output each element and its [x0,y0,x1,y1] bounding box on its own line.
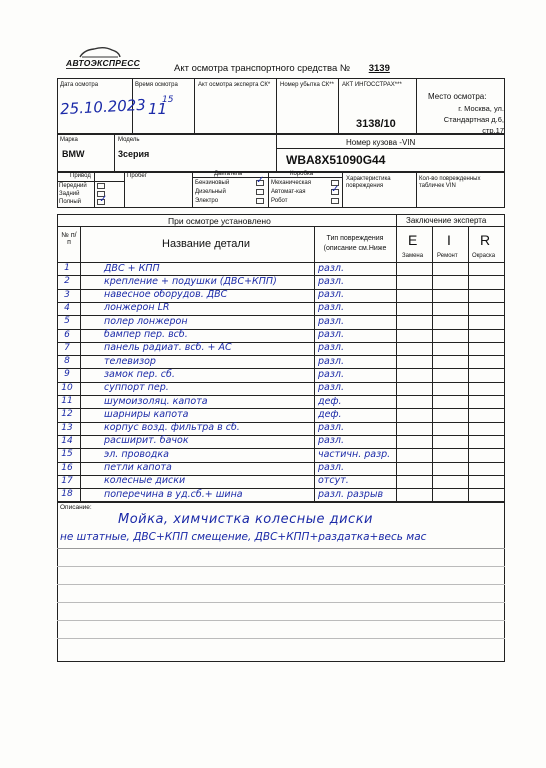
row-part-name: полер лонжерон [104,315,188,327]
row-number: 6 [64,329,70,340]
row-number: 13 [61,422,73,433]
engine-petrol: Бензиновый [195,180,230,186]
mileage-label: Пробег [127,173,147,179]
row-number: 15 [61,449,73,460]
act-number: 3139 [368,63,390,74]
row-damage-type: отсут. [318,475,349,487]
row-part-name: ДВС + КПП [104,262,160,274]
repair-header: Ремонт [437,253,458,259]
time-minutes: 15 [162,95,174,105]
row-part-name: суппорт пер. [104,382,169,394]
row-number: 11 [61,396,73,406]
loss-number-label: Номер убытка СК** [280,82,334,88]
logo-text: АВТОЭКСПРЕСС [66,58,141,68]
row-part-name: лонжерон LR [104,302,170,314]
date-value: 25.10.2023 [59,95,147,119]
row-part-name: навесное оборудов. ДВС [104,289,228,301]
drive-rear: Задний [59,191,80,197]
company-logo [64,44,141,74]
gearbox-manual: Механическая [271,180,312,186]
date-label: Дата осмотра [60,82,99,88]
row-part-name: замок пер. сб. [104,368,175,380]
row-damage-type: разл. [318,275,344,287]
ingosstrakh-value: 3138/10 [356,118,396,130]
row-part-name: шумоизоляц. капота [104,395,208,407]
row-damage-type: разл. [318,329,344,340]
row-number: 12 [61,409,73,420]
row-number: 16 [61,462,73,473]
location-label: Место осмотра: [428,92,487,101]
row-damage-type: разл. [318,422,344,434]
paint-header: Окраска [472,253,496,259]
row-number: 5 [64,316,70,327]
drive-full: Полный [59,199,81,205]
engine-diesel-checkbox[interactable] [256,189,264,195]
row-part-name: крепление + подушки (ДВС+КПП) [104,275,277,287]
engine-electric-checkbox[interactable] [256,198,264,204]
gearbox-label: Коробка [290,171,314,177]
description-line-1: Мойка, химчистка колесные диски [118,512,373,527]
row-damage-type: разл. [318,262,344,274]
row-number: 1 [64,263,70,273]
row-number: 7 [64,342,70,353]
drive-full-check-mark: ✓ [99,194,108,205]
expert-act-label: Акт осмотра эксперта СК* [198,82,271,88]
row-damage-type: деф. [318,395,342,407]
row-part-name: бампер пер. всб. [104,329,188,340]
row-number: 8 [64,356,70,367]
time-value: 11 [148,100,168,118]
row-damage-type: разл. [318,289,344,301]
time-label: Время осмотра [135,82,178,88]
row-damage-type: разл. [318,342,344,354]
num-header: № п/п [61,232,77,246]
row-part-name: поперечина в уд.сб.+ шина [104,488,243,500]
row-part-name: расширит. бачок [104,435,189,447]
found-header: При осмотре установлено [168,216,271,226]
vin-label: Номер кузова -VIN [346,138,416,147]
drive-front-checkbox[interactable] [97,183,105,189]
row-damage-type: разл. [318,315,344,327]
row-damage-type: разл. [318,462,344,473]
row-number: 9 [64,369,70,380]
conclusion-header: Заключение эксперта [406,216,487,225]
engine-petrol-check-mark: ✓ [256,175,265,186]
drive-label: Привод [70,173,91,179]
engine-diesel: Дизельный [195,189,226,195]
row-damage-type: разл. [318,382,344,394]
drive-front: Передний [59,183,87,189]
r-header: R [480,232,491,248]
row-number: 18 [61,489,73,500]
model-label: Модель [118,137,140,143]
name-header: Название детали [162,238,250,250]
row-damage-type: разл. [318,302,344,314]
row-damage-type: деф. [318,408,342,420]
row-number: 10 [61,382,73,393]
row-number: 4 [64,302,70,313]
damaged-plates-label: Кол-во поврежденных табличек VIN [419,176,481,189]
act-title [174,63,390,74]
row-part-name: колесные диски [104,475,186,487]
row-part-name: шарниры капота [104,408,189,420]
gearbox-auto-check-mark: ✓ [331,184,340,195]
description-line-2: не штатные, ДВС+КПП смещение, ДВС+КПП+раздатка+весь мас [60,531,427,543]
row-damage-type: разл. разрыв [318,488,384,500]
gearbox-auto: Автомат-кая [271,189,306,195]
engine-label: Двигатель [214,171,243,177]
damage-char-label: Характеристика повреждения [346,176,391,189]
model-value: 3серия [118,149,150,159]
row-part-name: телевизор [104,355,156,367]
engine-electric: Электро [195,198,219,204]
vin-value: WBA8X51090G44 [286,153,386,167]
i-header: I [447,232,451,248]
make-label: Марка [60,137,78,143]
row-damage-type: разл. [318,355,344,367]
row-number: 3 [64,289,70,300]
row-part-name: панель радиат. всб. + АС [104,342,232,354]
e-header: E [408,232,418,248]
row-part-name: эл. проводка [104,448,169,460]
make-value: BMW [62,149,85,159]
description-label: Описание: [60,504,92,511]
type-header: Тип повреждения (описание см.Ниже [323,235,387,252]
row-damage-type: разл. [318,435,344,447]
row-part-name: петли капота [104,462,172,473]
row-part-name: корпус возд. фильтра в сб. [104,422,240,434]
row-number: 2 [64,276,70,287]
act-title-text: Акт осмотра транспортного средства № [174,63,351,74]
row-number: 17 [61,475,73,486]
replace-header: Замена [402,253,424,259]
row-number: 14 [61,435,73,446]
location-value: г. Москва, ул. Стандартная д.6, стр.17 [443,104,504,135]
gearbox-robot: Робот [271,198,288,204]
row-damage-type: разл. [318,368,344,380]
gearbox-robot-checkbox[interactable] [331,198,339,204]
row-damage-type: частичн. разр. [318,448,391,460]
ingosstrakh-label: АКТ ИНГОССТРАХ*** [342,82,402,88]
